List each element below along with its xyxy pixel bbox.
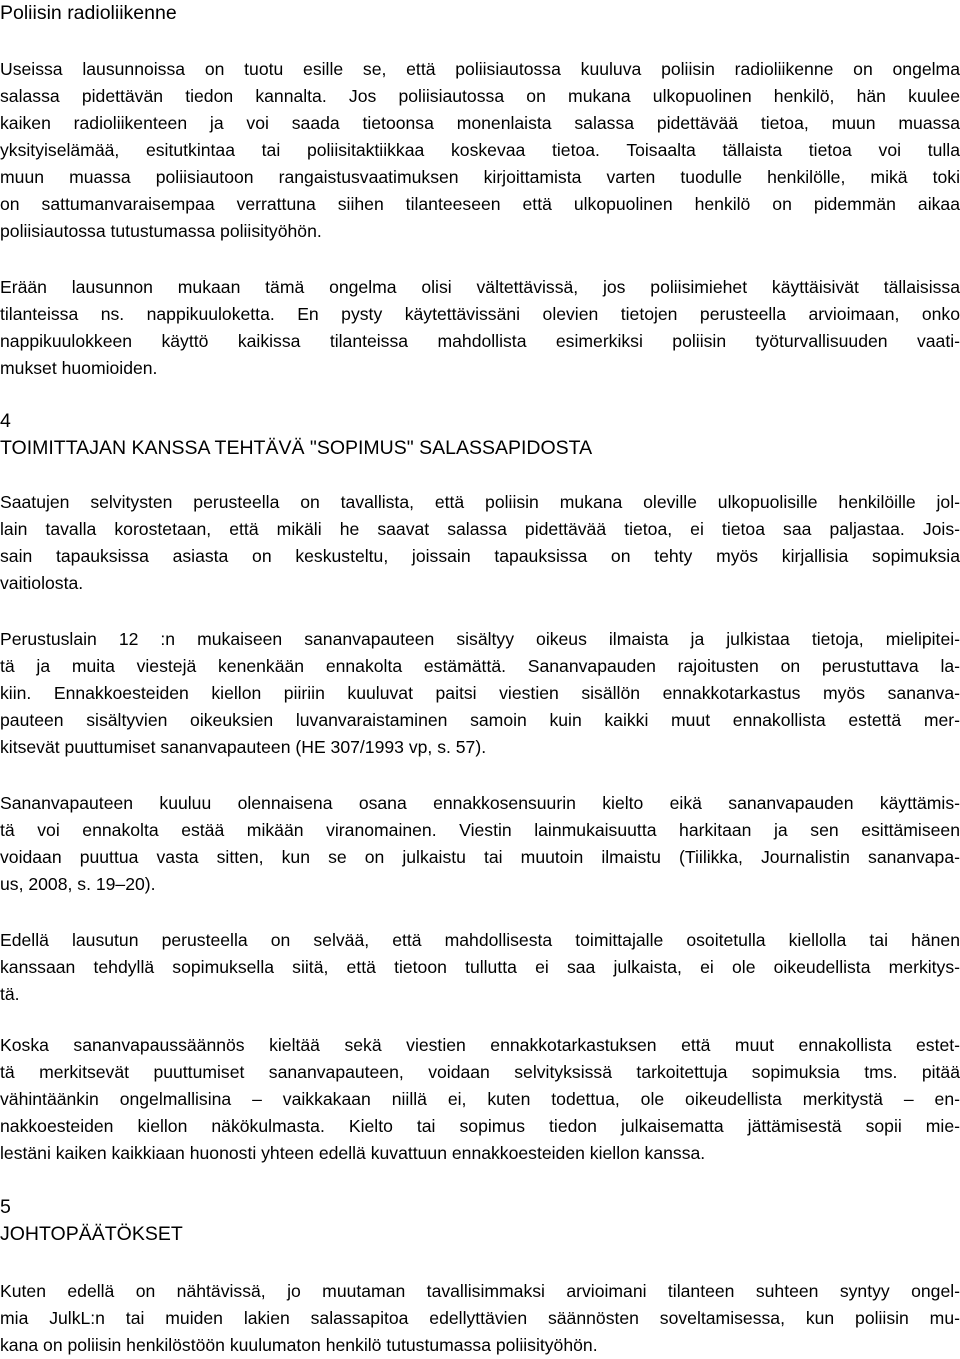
paragraph-line: voidaan puuttua vasta sitten, kun se on julkaistu tai muutoin ilmaistu (Tiilikka, Journalistin sananvapa- xyxy=(0,847,960,867)
paragraph-line: Edellä lausutun perusteella on selvää, että mahdollisesta toimittajalle osoitetulla kiellolla tai hänen xyxy=(0,930,960,950)
paragraph-line: kiin. Ennakkoesteiden kiellon piiriin kuuluvat paitsi viestien sisällön ennakkotarkastus myös sananva- xyxy=(0,683,960,703)
paragraph-line: nappikuulokkeen käyttö kaikissa tilanteissa mahdollista esimerkiksi poliisin työturvallisuuden vaati- xyxy=(0,331,960,351)
paragraph-line: pauteen sisältyvien oikeuksien luvanvaraistaminen samoin kuin kaikki muut ennakollista estettä mer- xyxy=(0,710,960,730)
paragraph-line: lestäni kaiken kaikkiaan huonosti yhteen edellä kuvattuun ennakkoesteiden kiellon kanssa. xyxy=(0,1143,706,1163)
paragraph-line: us, 2008, s. 19–20). xyxy=(0,874,156,894)
paragraph-line: vähintäänkin ongelmallisina – vaikkakaan niillä ei, kuten todettua, ole oikeudellista merkitystä – en- xyxy=(0,1089,960,1109)
paragraph-line: Saatujen selvitysten perusteella on tavallista, että poliisin mukana oleville ulkopuolisille henkilöille jol- xyxy=(0,492,960,512)
paragraph-line: mia JulkL:n tai muiden lakien salassapitoa edellyttävien säännösten soveltamisessa, kun poliisin mu- xyxy=(0,1308,960,1328)
paragraph-line: muun muassa poliisiautoon rangaistusvaatimuksen kirjoittamista varten tuodulle henkilölle, mikä toki xyxy=(0,167,960,187)
paragraph-line: vaitiolosta. xyxy=(0,573,84,593)
paragraph-line: lain tavalla korostetaan, että mikäli he saavat salassa pidettävää tietoa, ei tietoa saa paljastaa. Jois- xyxy=(0,519,960,539)
paragraph-line: Erään lausunnon mukaan tämä ongelma olisi vältettävissä, jos poliisimiehet käyttäisivät tällaisissa xyxy=(0,277,960,297)
paragraph-line: Kuten edellä on nähtävissä, jo muutaman tavallisimmaksi arvioimani tilanteen suhteen syntyy ongel- xyxy=(0,1281,960,1301)
paragraph-line: tä. xyxy=(0,984,20,1004)
paragraph-line: Koska sananvapaussäännös kieltää sekä viestien ennakkotarkastuksen että muut ennakollista estet- xyxy=(0,1035,960,1055)
paragraph-line: nakkoesteiden kiellon näkökulmasta. Kielto tai sopimus tiedon julkaisematta jättämisestä sopii mie- xyxy=(0,1116,960,1136)
paragraph-line: Sananvapauteen kuuluu olennaisena osana ennakkosensuurin kielto eikä sananvapauden käyttämis- xyxy=(0,793,960,813)
paragraph-line: Useissa lausunnoissa on tuotu esille se, että poliisiautossa kuuluva poliisin radioliikenne on ongelma xyxy=(0,59,960,79)
paragraph-line: Perustuslain 12 :n mukaiseen sananvapauteen sisältyy oikeus ilmaista ja julkistaa tietoja, mielipitei- xyxy=(0,629,960,649)
paragraph-line: salassa pidettävän tiedon kannalta. Jos poliisiautossa on mukana ulkopuolinen henkilö, hän kuulee xyxy=(0,86,960,106)
section-number-5: 5 xyxy=(0,1196,11,1218)
paragraph-line: tilanteissa ns. nappikuuloketta. En pysty käytettävissäni olevien tietojen perusteella arvioimaan, onko xyxy=(0,304,960,324)
section-number-4: 4 xyxy=(0,410,11,432)
paragraph-line: yksityiselämää, esitutkintaa tai poliisitaktiikkaa koskevaa tietoa. Toisaalta tällaista tietoa voi tulla xyxy=(0,140,960,160)
paragraph-line: tä merkitsevät puuttumiset sananvapauteen, voidaan selvityksissä tarkoitettuja sopimuksia tms. pitää xyxy=(0,1062,960,1082)
paragraph-line: poliisiautossa tutustumassa poliisityöhön. xyxy=(0,221,322,241)
paragraph-line: kana on poliisin henkilöstöön kuulumaton henkilö tutustumassa poliisityöhön. xyxy=(0,1335,598,1355)
paragraph-line: on sattumanvaraisempaa verrattuna siihen tilanteeseen että ulkopuolinen henkilö on pidemmän aikaa xyxy=(0,194,960,214)
section-heading-johtopaatokset: JOHTOPÄÄTÖKSET xyxy=(0,1223,183,1245)
paragraph-line: tä voi ennakolta estää mikään viranomainen. Viestin lainmukaisuutta harkitaan ja sen esittämiseen xyxy=(0,820,960,840)
paragraph-line: mukset huomioiden. xyxy=(0,358,158,378)
paragraph-line: kanssaan tehdyllä sopimuksella siitä, että tietoon tullutta ei saa julkaista, ei ole oikeudellista merkitys- xyxy=(0,957,960,977)
paragraph-line: kaiken radioliikenteen ja voi saada tietoonsa monenlaista salassa pidettävää tietoa, muun muassa xyxy=(0,113,960,133)
paragraph-line: sain tapauksissa asiasta on keskusteltu, joissain tapauksissa on tehty myös kirjallisia sopimuksia xyxy=(0,546,960,566)
section-heading-radio: Poliisin radioliikenne xyxy=(0,2,177,24)
section-heading-sopimus: TOIMITTAJAN KANSSA TEHTÄVÄ "SOPIMUS" SALASSAPIDOSTA xyxy=(0,437,593,459)
paragraph-line: tä ja muita viestejä kenenkään ennakolta estämättä. Sananvapauden rajoitusten on perustuttava la- xyxy=(0,656,960,676)
paragraph-line: kitsevät puuttumiset sananvapauteen (HE 307/1993 vp, s. 57). xyxy=(0,737,487,757)
